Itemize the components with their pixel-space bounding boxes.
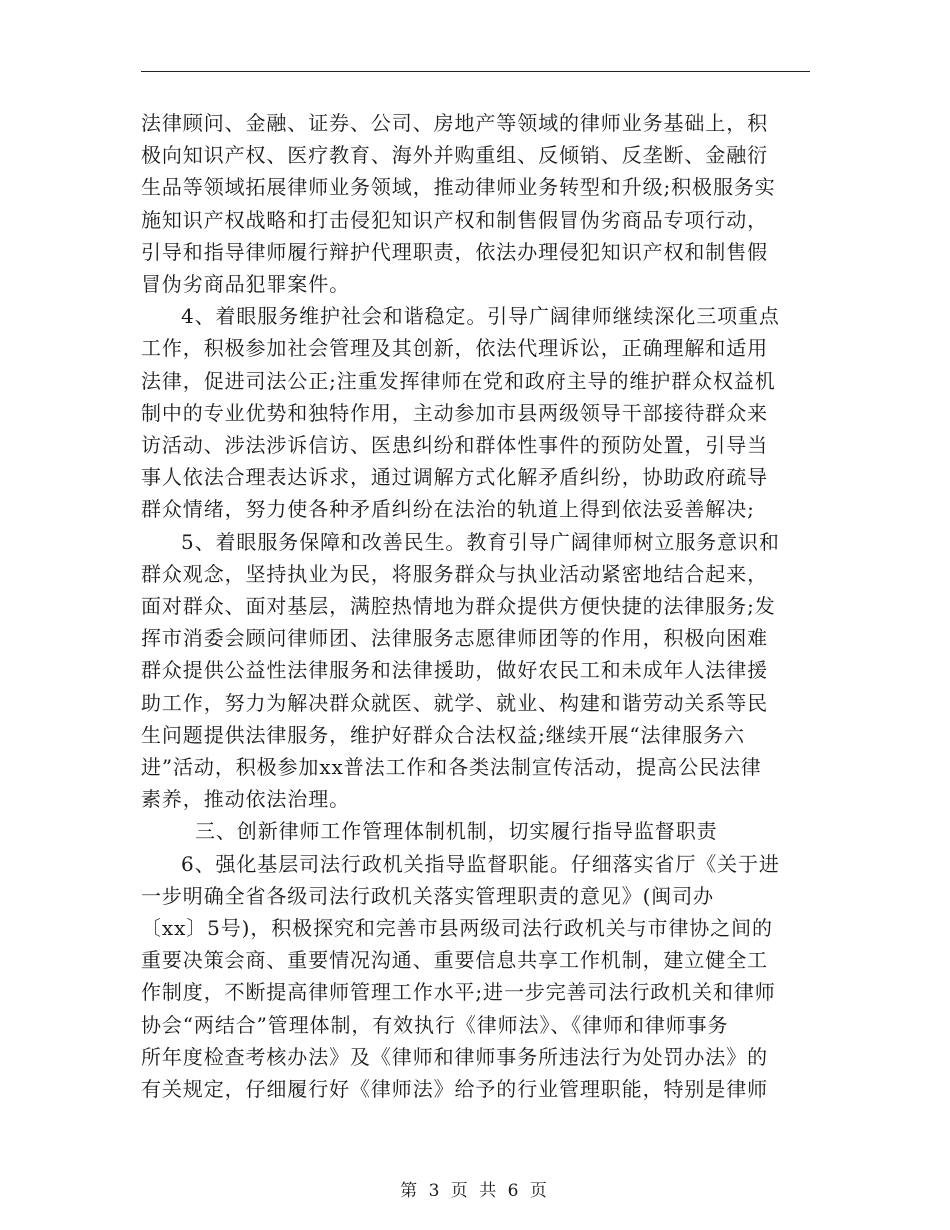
text-line: 面对群众、面对基层，满腔热情地为群众提供方便快捷的法律服务;发 (141, 594, 776, 619)
paragraph (141, 107, 810, 300)
text-line: 重要决策会商、重要情况沟通、重要信息共享工作机制，建立健全工 (141, 948, 768, 973)
text-line: 助工作，努力为解决群众就医、就学、就业、构建和谐劳动关系等民 (141, 690, 768, 715)
paragraph (141, 526, 810, 816)
text-line: 4、着眼服务维护社会和谐稳定。引导广阔律师继续深化三项重点 (181, 304, 780, 329)
section-heading (141, 815, 810, 847)
page-number-footer: 第 3 页 共 6 页 (400, 1181, 550, 1201)
text-line: 挥市消委会顾问律师团、法律服务志愿律师团等的作用，积极向困难 (141, 626, 768, 651)
text-line: 三、创新律师工作管理体制机制，切实履行指导监督职责 (195, 819, 718, 844)
document-body (141, 107, 810, 1105)
text-line: 极向知识产权、医疗教育、海外并购重组、反倾销、反垄断、金融衍 (141, 143, 768, 168)
text-line: 作制度，不断提高律师管理工作水平;进一步完善司法行政机关和律师 (141, 980, 776, 1005)
text-line: 访活动、涉法涉诉信访、医患纠纷和群体性事件的预防处置，引导当 (141, 433, 768, 458)
text-line: 群众观念，坚持执业为民，将服务群众与执业活动紧密地结合起来， (141, 561, 768, 586)
text-line: 所年度检查考核办法》及《律师和律师事务所违法行为处罚办法》的 (141, 1044, 768, 1069)
text-line: 冒伪劣商品犯罪案件。 (141, 272, 350, 297)
text-line: 事人依法合理表达诉求，通过调解方式化解矛盾纠纷，协助政府疏导 (141, 465, 768, 490)
text-line: 5、着眼服务保障和改善民生。教育引导广阔律师树立服务意识和 (181, 529, 780, 554)
text-line: 制中的专业优势和独特作用，主动参加市县两级领导干部接待群众来 (141, 400, 768, 425)
text-line: 进”活动，积极参加xx普法工作和各类法制宣传活动，提高公民法律 (141, 755, 762, 780)
text-line: 生问题提供法律服务，维护好群众合法权益;继续开展“法律服务六 (141, 722, 745, 747)
text-line: 生品等领域拓展律师业务领域，推动律师业务转型和升级;积极服务实 (141, 175, 776, 200)
text-line: 法律顾问、金融、证券、公司、房地产等领域的律师业务基础上，积 (141, 111, 768, 135)
text-line: 群众情绪，努力使各种矛盾纠纷在法治的轨道上得到依法妥善解决; (141, 497, 755, 522)
text-line: 一步明确全省各级司法行政机关落实管理职责的意见》(闽司办 (141, 883, 715, 908)
text-line: 有关规定，仔细履行好《律师法》给予的行业管理职能，特别是律师 (141, 1077, 768, 1102)
header-rule (141, 71, 810, 72)
text-line: 〔xx〕5号)，积极探究和完善市县两级司法行政机关与市律协之间的 (141, 916, 773, 941)
text-line: 引导和指导律师履行辩护代理职责，依法办理侵犯知识产权和制售假 (141, 239, 768, 264)
text-line: 协会“两结合”管理体制，有效执行《律师法》、《律师和律师事务 (141, 1012, 729, 1037)
text-line: 群众提供公益性法律服务和法律援助，做好农民工和未成年人法律援 (141, 658, 768, 683)
text-line: 法律，促进司法公正;注重发挥律师在党和政府主导的维护群众权益机 (141, 368, 776, 393)
paragraph (141, 300, 810, 525)
paragraph (141, 848, 810, 1106)
text-line: 施知识产权战略和打击侵犯知识产权和制售假冒伪劣商品专项行动， (141, 207, 768, 232)
text-line: 工作，积极参加社会管理及其创新，依法代理诉讼，正确理解和适用 (141, 336, 768, 361)
text-line: 素养，推动依法治理。 (141, 787, 350, 812)
text-line: 6、强化基层司法行政机关指导监督职能。仔细落实省厅《关于进 (181, 851, 780, 876)
